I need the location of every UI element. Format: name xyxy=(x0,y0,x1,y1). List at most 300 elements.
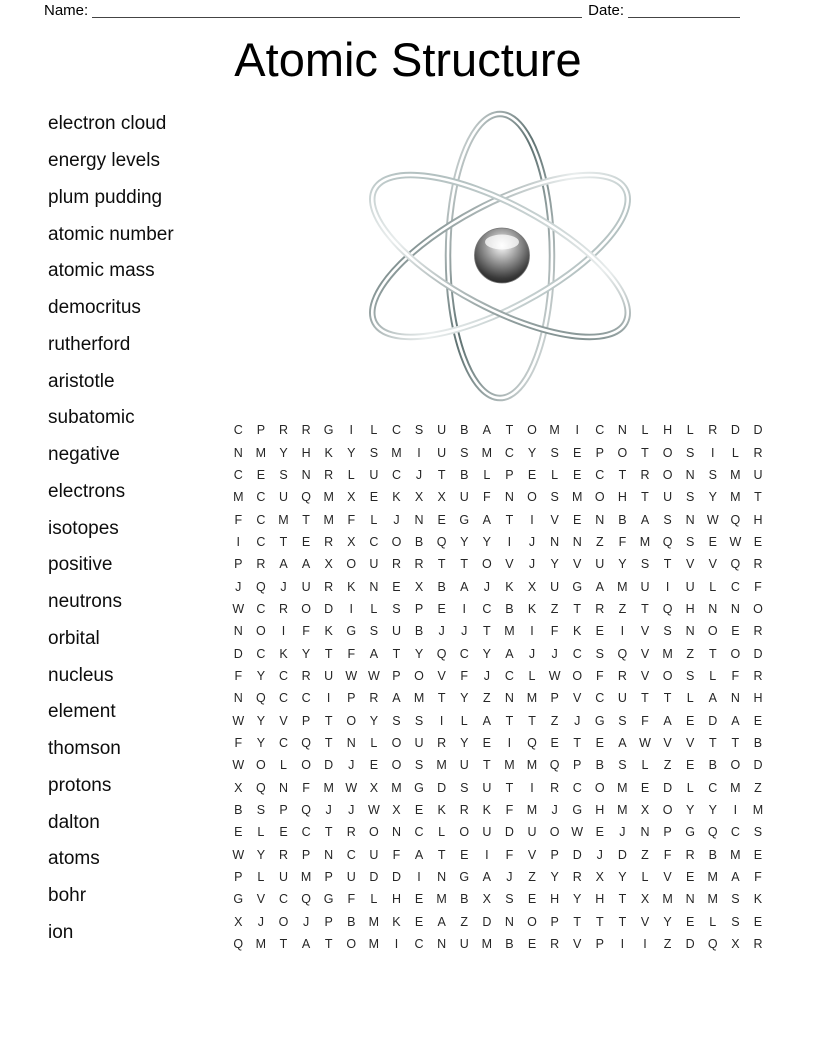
grid-cell: Y xyxy=(256,735,266,750)
word-list-item: rutherford xyxy=(48,333,131,355)
grid-cell: S xyxy=(550,445,559,460)
grid-cell: I xyxy=(236,534,241,549)
grid-cell: Y xyxy=(618,870,627,885)
grid-cell: R xyxy=(256,557,266,572)
grid-cell: P xyxy=(279,803,288,818)
grid-cell: C xyxy=(708,780,718,795)
grid-cell: Z xyxy=(528,870,536,885)
grid-cell: O xyxy=(730,646,741,661)
grid-cell: E xyxy=(369,490,379,505)
grid-cell: Q xyxy=(662,601,673,616)
grid-cell: W xyxy=(232,758,245,773)
grid-cell: U xyxy=(369,557,379,572)
atom-illustration xyxy=(352,110,648,402)
grid-cell: B xyxy=(753,735,763,750)
grid-cell: T xyxy=(324,825,333,840)
grid-cell: J xyxy=(574,713,581,728)
grid-cell: L xyxy=(483,467,491,482)
grid-cell: J xyxy=(393,512,400,527)
grid-cell: V xyxy=(437,668,446,683)
grid-cell: S xyxy=(753,825,763,840)
grid-cell: F xyxy=(754,870,762,885)
grid-cell: Z xyxy=(754,780,762,795)
grid-cell: Q xyxy=(233,937,244,952)
grid-cell: O xyxy=(391,735,402,750)
grid-cell: J xyxy=(619,825,626,840)
grid-cell: P xyxy=(324,870,333,885)
grid-cell: T xyxy=(731,735,740,750)
grid-cell: E xyxy=(527,467,537,482)
grid-cell: I xyxy=(485,847,489,862)
grid-cell: Q xyxy=(301,892,311,907)
grid-cell: G xyxy=(572,803,583,818)
grid-cell: T xyxy=(279,534,288,549)
grid-cell: O xyxy=(391,758,402,773)
grid-cell: R xyxy=(550,937,560,952)
grid-cell: J xyxy=(551,803,558,818)
grid-cell: Y xyxy=(460,534,469,549)
grid-cell: Z xyxy=(618,601,627,616)
grid-cell: R xyxy=(550,780,560,795)
grid-cell: Z xyxy=(686,646,694,661)
grid-cell: C xyxy=(256,534,266,549)
grid-cell: W xyxy=(548,668,561,683)
grid-cell: T xyxy=(708,735,717,750)
grid-cell: X xyxy=(414,579,424,594)
grid-cell: W xyxy=(639,735,651,750)
grid-cell: I xyxy=(530,512,534,527)
grid-cell: U xyxy=(753,467,763,482)
grid-cell: M xyxy=(526,803,538,818)
grid-cell: H xyxy=(550,892,560,907)
grid-cell: M xyxy=(391,780,402,795)
grid-cell: C xyxy=(595,423,605,438)
grid-cell: G xyxy=(323,892,334,907)
grid-cell: S xyxy=(369,624,379,639)
grid-cell: O xyxy=(256,624,266,639)
grid-cell: I xyxy=(530,780,534,795)
grid-cell: J xyxy=(551,646,558,661)
grid-cell: N xyxy=(369,579,379,594)
grid-cell: U xyxy=(369,847,379,862)
grid-cell: L xyxy=(731,445,739,460)
grid-cell: M xyxy=(368,937,380,952)
grid-cell: R xyxy=(301,423,311,438)
grid-cell: D xyxy=(753,758,763,773)
grid-cell: Y xyxy=(550,870,559,885)
grid-cell: O xyxy=(594,490,605,505)
grid-cell: P xyxy=(505,467,514,482)
page-title: Atomic Structure xyxy=(234,33,582,86)
grid-cell: D xyxy=(437,780,447,795)
grid-cell: O xyxy=(459,825,470,840)
grid-cell: K xyxy=(482,803,491,818)
grid-cell: A xyxy=(731,713,740,728)
grid-cell: Y xyxy=(482,534,491,549)
grid-cell: E xyxy=(686,758,695,773)
grid-cell: A xyxy=(392,691,401,706)
grid-cell: X xyxy=(731,937,740,952)
grid-cell: T xyxy=(641,445,649,460)
grid-cell: V xyxy=(640,914,650,929)
grid-cell: F xyxy=(347,892,356,907)
grid-cell: R xyxy=(753,624,763,639)
grid-cell: N xyxy=(617,423,627,438)
grid-cell: R xyxy=(753,557,763,572)
grid-cell: B xyxy=(708,847,717,862)
grid-cell: D xyxy=(753,423,763,438)
grid-cell: N xyxy=(437,870,447,885)
grid-cell: B xyxy=(460,892,469,907)
grid-cell: U xyxy=(617,691,627,706)
grid-cell: C xyxy=(572,646,582,661)
grid-cell: V xyxy=(640,668,650,683)
grid-cell: L xyxy=(257,870,265,885)
grid-cell: J xyxy=(461,624,468,639)
grid-cell: T xyxy=(505,780,514,795)
grid-cell: V xyxy=(505,557,514,572)
grid-cell: K xyxy=(347,579,356,594)
grid-cell: F xyxy=(618,534,627,549)
grid-cell: R xyxy=(278,423,288,438)
grid-cell: Z xyxy=(663,937,672,952)
grid-cell: F xyxy=(505,803,514,818)
grid-cell: U xyxy=(437,445,447,460)
grid-cell: R xyxy=(346,825,356,840)
grid-cell: N xyxy=(504,490,514,505)
grid-cell: T xyxy=(279,937,288,952)
grid-cell: I xyxy=(643,937,647,952)
grid-cell: V xyxy=(256,892,266,907)
letter-grid xyxy=(227,419,769,955)
grid-cell: I xyxy=(575,423,579,438)
grid-cell: G xyxy=(572,579,583,594)
grid-cell: F xyxy=(505,847,514,862)
grid-cell: L xyxy=(438,825,446,840)
grid-cell: M xyxy=(571,490,583,505)
grid-cell: L xyxy=(641,758,649,773)
grid-cell: O xyxy=(572,668,583,683)
grid-cell: A xyxy=(482,870,491,885)
grid-cell: N xyxy=(685,892,695,907)
grid-cell: I xyxy=(620,624,625,639)
grid-cell: C xyxy=(233,467,243,482)
grid-cell: C xyxy=(459,646,469,661)
grid-cell: Q xyxy=(256,691,266,706)
grid-cell: Q xyxy=(301,735,311,750)
grid-cell: T xyxy=(708,646,717,661)
grid-cell: D xyxy=(482,914,492,929)
grid-cell: M xyxy=(504,758,515,773)
grid-cell: I xyxy=(326,691,331,706)
word-list-item: negative xyxy=(48,444,120,466)
grid-cell: M xyxy=(662,892,673,907)
grid-cell: M xyxy=(323,512,334,527)
grid-cell: D xyxy=(504,825,514,840)
grid-cell: Y xyxy=(256,668,266,683)
grid-cell: N xyxy=(708,601,718,616)
grid-cell: R xyxy=(437,735,447,750)
grid-cell: H xyxy=(663,423,673,438)
grid-cell: B xyxy=(347,914,356,929)
grid-cell: Q xyxy=(730,512,741,527)
grid-cell: E xyxy=(753,847,763,862)
grid-cell: P xyxy=(414,601,424,616)
grid-cell: F xyxy=(302,624,310,639)
grid-cell: E xyxy=(753,534,763,549)
grid-cell: I xyxy=(394,937,399,952)
grid-cell: E xyxy=(414,803,424,818)
grid-cell: X xyxy=(640,892,650,907)
grid-cell: K xyxy=(392,914,401,929)
grid-cell: H xyxy=(595,892,605,907)
grid-cell: W xyxy=(571,825,584,840)
grid-cell: N xyxy=(572,534,582,549)
grid-cell: J xyxy=(506,870,513,885)
grid-cell: T xyxy=(505,512,514,527)
grid-cell: W xyxy=(232,713,245,728)
grid-cell: O xyxy=(301,758,311,773)
grid-cell: S xyxy=(731,914,740,929)
grid-cell: U xyxy=(278,870,288,885)
word-list-item: ion xyxy=(48,921,74,943)
grid-cell: S xyxy=(686,490,695,505)
grid-cell: M xyxy=(526,691,538,706)
grid-cell: Y xyxy=(527,445,537,460)
grid-cell: E xyxy=(573,467,582,482)
grid-cell: N xyxy=(437,937,447,952)
grid-cell: B xyxy=(414,534,424,549)
grid-cell: C xyxy=(730,579,740,594)
grid-cell: V xyxy=(686,735,695,750)
grid-cell: A xyxy=(482,512,491,527)
grid-cell: U xyxy=(324,668,334,683)
grid-cell: C xyxy=(504,445,514,460)
grid-cell: O xyxy=(346,557,357,572)
grid-cell: L xyxy=(641,423,649,438)
grid-cell: V xyxy=(573,937,582,952)
grid-cell: Y xyxy=(256,847,266,862)
grid-cell: H xyxy=(753,691,763,706)
grid-cell: T xyxy=(505,423,514,438)
word-list-item: aristotle xyxy=(48,370,115,392)
grid-cell: A xyxy=(595,579,604,594)
grid-cell: Z xyxy=(460,914,469,929)
grid-cell: N xyxy=(730,601,740,616)
grid-cell: I xyxy=(620,937,625,952)
word-list-item: orbital xyxy=(48,627,100,649)
grid-cell: M xyxy=(255,937,267,952)
grid-cell: F xyxy=(460,668,469,683)
grid-cell: J xyxy=(302,914,310,929)
grid-cell: H xyxy=(617,490,627,505)
grid-cell: J xyxy=(348,758,355,773)
grid-cell: F xyxy=(347,646,356,661)
grid-cell: J xyxy=(415,467,423,482)
grid-cell: Y xyxy=(460,735,469,750)
grid-cell: K xyxy=(279,646,288,661)
grid-cell: W xyxy=(729,534,742,549)
grid-cell: U xyxy=(640,579,650,594)
grid-cell: X xyxy=(324,557,333,572)
grid-cell: A xyxy=(369,646,379,661)
grid-cell: R xyxy=(640,467,650,482)
grid-cell: C xyxy=(572,780,582,795)
grid-cell: E xyxy=(301,534,311,549)
grid-cell: K xyxy=(527,601,537,616)
grid-cell: X xyxy=(595,870,604,885)
grid-cell: S xyxy=(686,534,695,549)
grid-cell: M xyxy=(504,624,515,639)
grid-cell: S xyxy=(663,624,672,639)
grid-cell: U xyxy=(391,624,401,639)
grid-cell: V xyxy=(708,557,717,572)
grid-cell: Q xyxy=(707,937,718,952)
grid-cell: S xyxy=(663,512,672,527)
grid-cell: M xyxy=(436,892,447,907)
grid-cell: T xyxy=(641,490,649,505)
word-list-item: atomic mass xyxy=(48,260,155,282)
word-list-item: protons xyxy=(48,774,112,796)
grid-cell: S xyxy=(414,423,424,438)
grid-cell: A xyxy=(437,914,446,929)
grid-cell: C xyxy=(730,825,740,840)
grid-cell: S xyxy=(392,713,401,728)
grid-cell: W xyxy=(345,668,358,683)
word-list-item: element xyxy=(48,701,116,723)
grid-cell: A xyxy=(708,691,717,706)
grid-cell: T xyxy=(573,601,582,616)
grid-cell: O xyxy=(753,601,763,616)
grid-cell: P xyxy=(595,937,604,952)
grid-cell: P xyxy=(256,423,266,438)
grid-cell: Z xyxy=(550,713,559,728)
grid-cell: E xyxy=(369,758,379,773)
grid-cell: P xyxy=(573,758,582,773)
grid-cell: W xyxy=(367,668,380,683)
grid-cell: L xyxy=(528,668,536,683)
grid-cell: K xyxy=(573,624,582,639)
grid-cell: U xyxy=(663,490,673,505)
grid-cell: V xyxy=(686,557,695,572)
grid-cell: O xyxy=(414,668,424,683)
grid-cell: I xyxy=(733,803,738,818)
grid-cell: F xyxy=(754,579,762,594)
grid-cell: M xyxy=(730,847,741,862)
word-list-item: democritus xyxy=(48,297,141,319)
grid-cell: E xyxy=(527,892,537,907)
grid-cell: P xyxy=(301,847,311,862)
grid-cell: C xyxy=(391,423,401,438)
grid-cell: M xyxy=(323,780,334,795)
grid-cell: Y xyxy=(618,557,627,572)
grid-cell: V xyxy=(663,870,672,885)
grid-cell: R xyxy=(278,601,288,616)
grid-cell: U xyxy=(414,735,424,750)
grid-cell: T xyxy=(437,467,446,482)
grid-cell: U xyxy=(527,825,537,840)
grid-cell: P xyxy=(234,557,243,572)
grid-cell: O xyxy=(617,445,628,460)
grid-cell: N xyxy=(730,691,740,706)
grid-cell: T xyxy=(324,646,333,661)
grid-cell: E xyxy=(731,624,740,639)
grid-cell: U xyxy=(595,557,605,572)
grid-cell: T xyxy=(573,914,582,929)
grid-cell: B xyxy=(437,579,446,594)
grid-cell: R xyxy=(301,668,311,683)
grid-cell: X xyxy=(347,534,356,549)
grid-cell: R xyxy=(414,557,424,572)
grid-cell: M xyxy=(662,646,673,661)
word-list-item: electron cloud xyxy=(48,113,167,135)
grid-cell: H xyxy=(301,445,311,460)
grid-cell: A xyxy=(640,512,650,527)
grid-cell: O xyxy=(256,758,266,773)
grid-cell: I xyxy=(349,423,353,438)
grid-cell: Z xyxy=(595,534,604,549)
grid-cell: G xyxy=(594,713,605,728)
grid-cell: A xyxy=(301,937,311,952)
grid-cell: R xyxy=(685,847,695,862)
grid-cell: Q xyxy=(527,735,537,750)
grid-cell: J xyxy=(528,557,536,572)
grid-cell: O xyxy=(662,445,673,460)
grid-cell: B xyxy=(505,601,514,616)
grid-cell: B xyxy=(414,624,424,639)
grid-cell: A xyxy=(618,735,627,750)
grid-cell: P xyxy=(550,847,559,862)
grid-cell: X xyxy=(527,579,537,594)
grid-cell: G xyxy=(233,892,244,907)
grid-cell: C xyxy=(595,691,605,706)
grid-cell: O xyxy=(527,490,537,505)
grid-cell: T xyxy=(324,713,333,728)
grid-cell: A xyxy=(301,557,311,572)
grid-cell: E xyxy=(753,713,763,728)
grid-cell: B xyxy=(708,758,717,773)
grid-cell: N xyxy=(685,512,695,527)
word-list-item: atoms xyxy=(48,848,100,870)
grid-cell: T xyxy=(573,735,582,750)
grid-cell: O xyxy=(527,423,537,438)
grid-cell: E xyxy=(640,780,650,795)
grid-cell: N xyxy=(278,780,288,795)
grid-cell: O xyxy=(301,601,311,616)
word-list-item: electrons xyxy=(48,480,126,502)
grid-cell: B xyxy=(618,512,627,527)
atom-svg xyxy=(352,110,648,402)
grid-cell: D xyxy=(708,713,718,728)
grid-cell: L xyxy=(370,892,378,907)
grid-cell: G xyxy=(346,624,357,639)
word-list-item: nucleus xyxy=(48,664,114,686)
grid-cell: T xyxy=(460,557,469,572)
grid-cell: Z xyxy=(663,758,672,773)
grid-cell: L xyxy=(686,691,694,706)
grid-cell: F xyxy=(234,512,243,527)
grid-cell: M xyxy=(617,780,628,795)
grid-cell: P xyxy=(234,870,243,885)
grid-cell: Q xyxy=(256,780,266,795)
grid-cell: H xyxy=(595,803,605,818)
grid-cell: C xyxy=(369,534,379,549)
grid-cell: T xyxy=(754,490,762,505)
grid-cell: J xyxy=(348,803,355,818)
grid-cell: L xyxy=(641,870,649,885)
grid-cell: D xyxy=(369,870,379,885)
grid-cell: V xyxy=(527,847,537,862)
